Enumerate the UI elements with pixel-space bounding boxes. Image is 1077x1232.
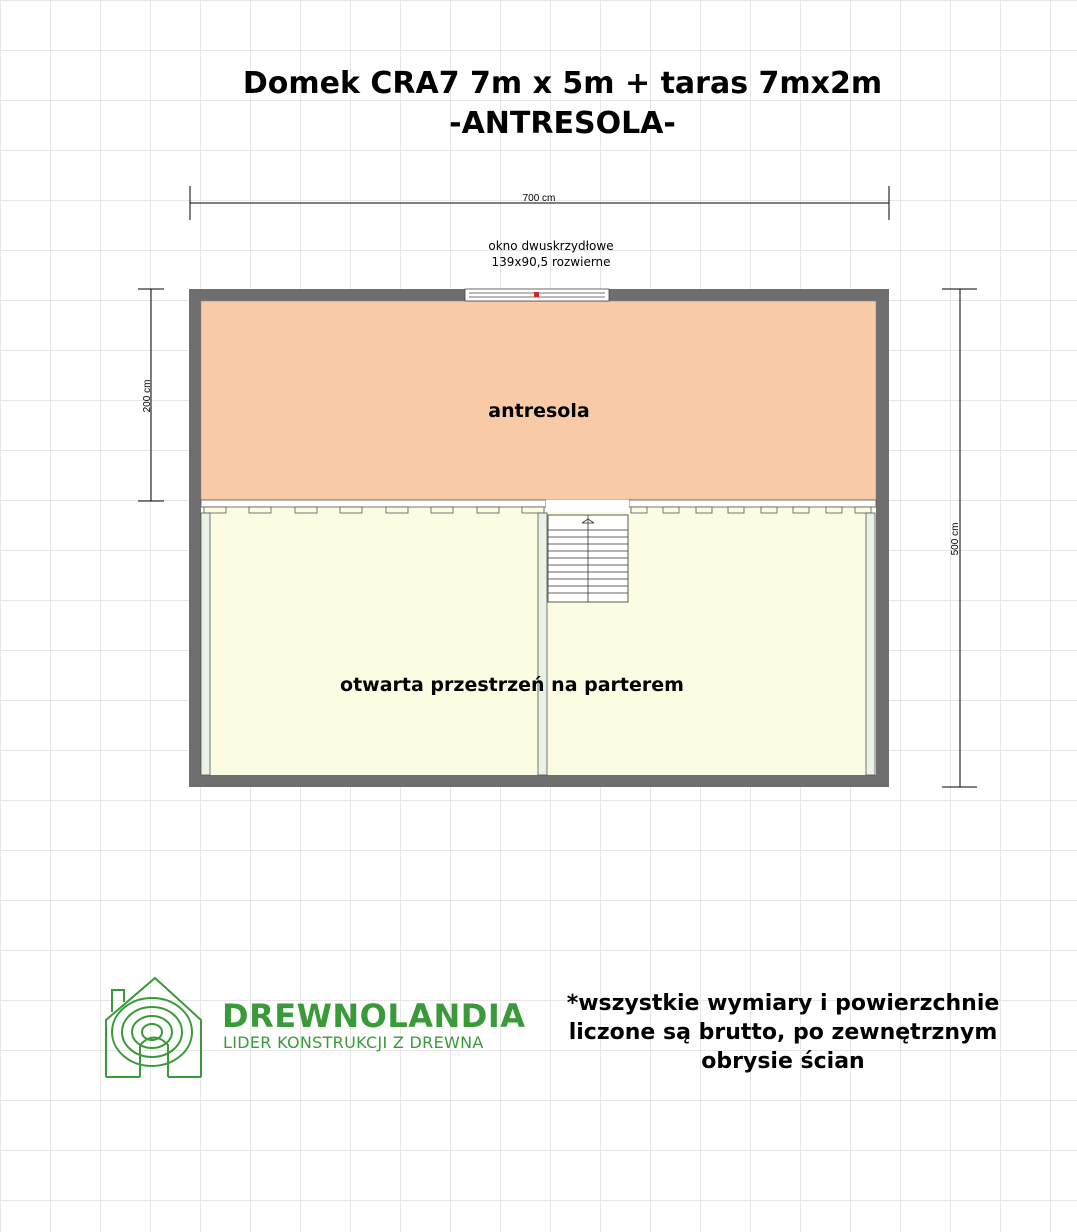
left-dimension-label: 200 cm [142, 379, 153, 413]
window-symbol [465, 289, 609, 301]
stair-opening [546, 500, 629, 512]
open-space-label: otwarta przestrzeń na parterem [340, 674, 684, 696]
right-dimension-label: 500 cm [950, 522, 961, 556]
joists [204, 507, 871, 513]
note-line1: *wszystkie wymiary i powierzchnie [566, 991, 1000, 1016]
staircase [548, 515, 628, 602]
loft-label: antresola [488, 400, 590, 422]
window-label-line1: okno dwuskrzydłowe [488, 239, 614, 253]
width-dimension-label: 700 cm [522, 193, 556, 204]
note-line2: liczone są brutto, po zewnętrznym [568, 1020, 998, 1045]
logo-tagline: LIDER KONSTRUKCJI Z DREWNA [223, 1033, 484, 1052]
window-label-line2: 139x90,5 rozwierne [491, 255, 611, 269]
page-title-line1: Domek CRA7 7m x 5m + taras 7mx2m [242, 66, 883, 101]
loft-edge-right [629, 500, 876, 507]
note-line3: obrysie ścian [701, 1049, 865, 1074]
page-title-line2: -ANTRESOLA- [449, 106, 676, 141]
loft-edge-left [201, 500, 546, 507]
drewnolandia-logo-icon [106, 978, 201, 1077]
dimensions-note [560, 989, 1006, 1076]
logo-name: DREWNOLANDIA [222, 997, 526, 1035]
